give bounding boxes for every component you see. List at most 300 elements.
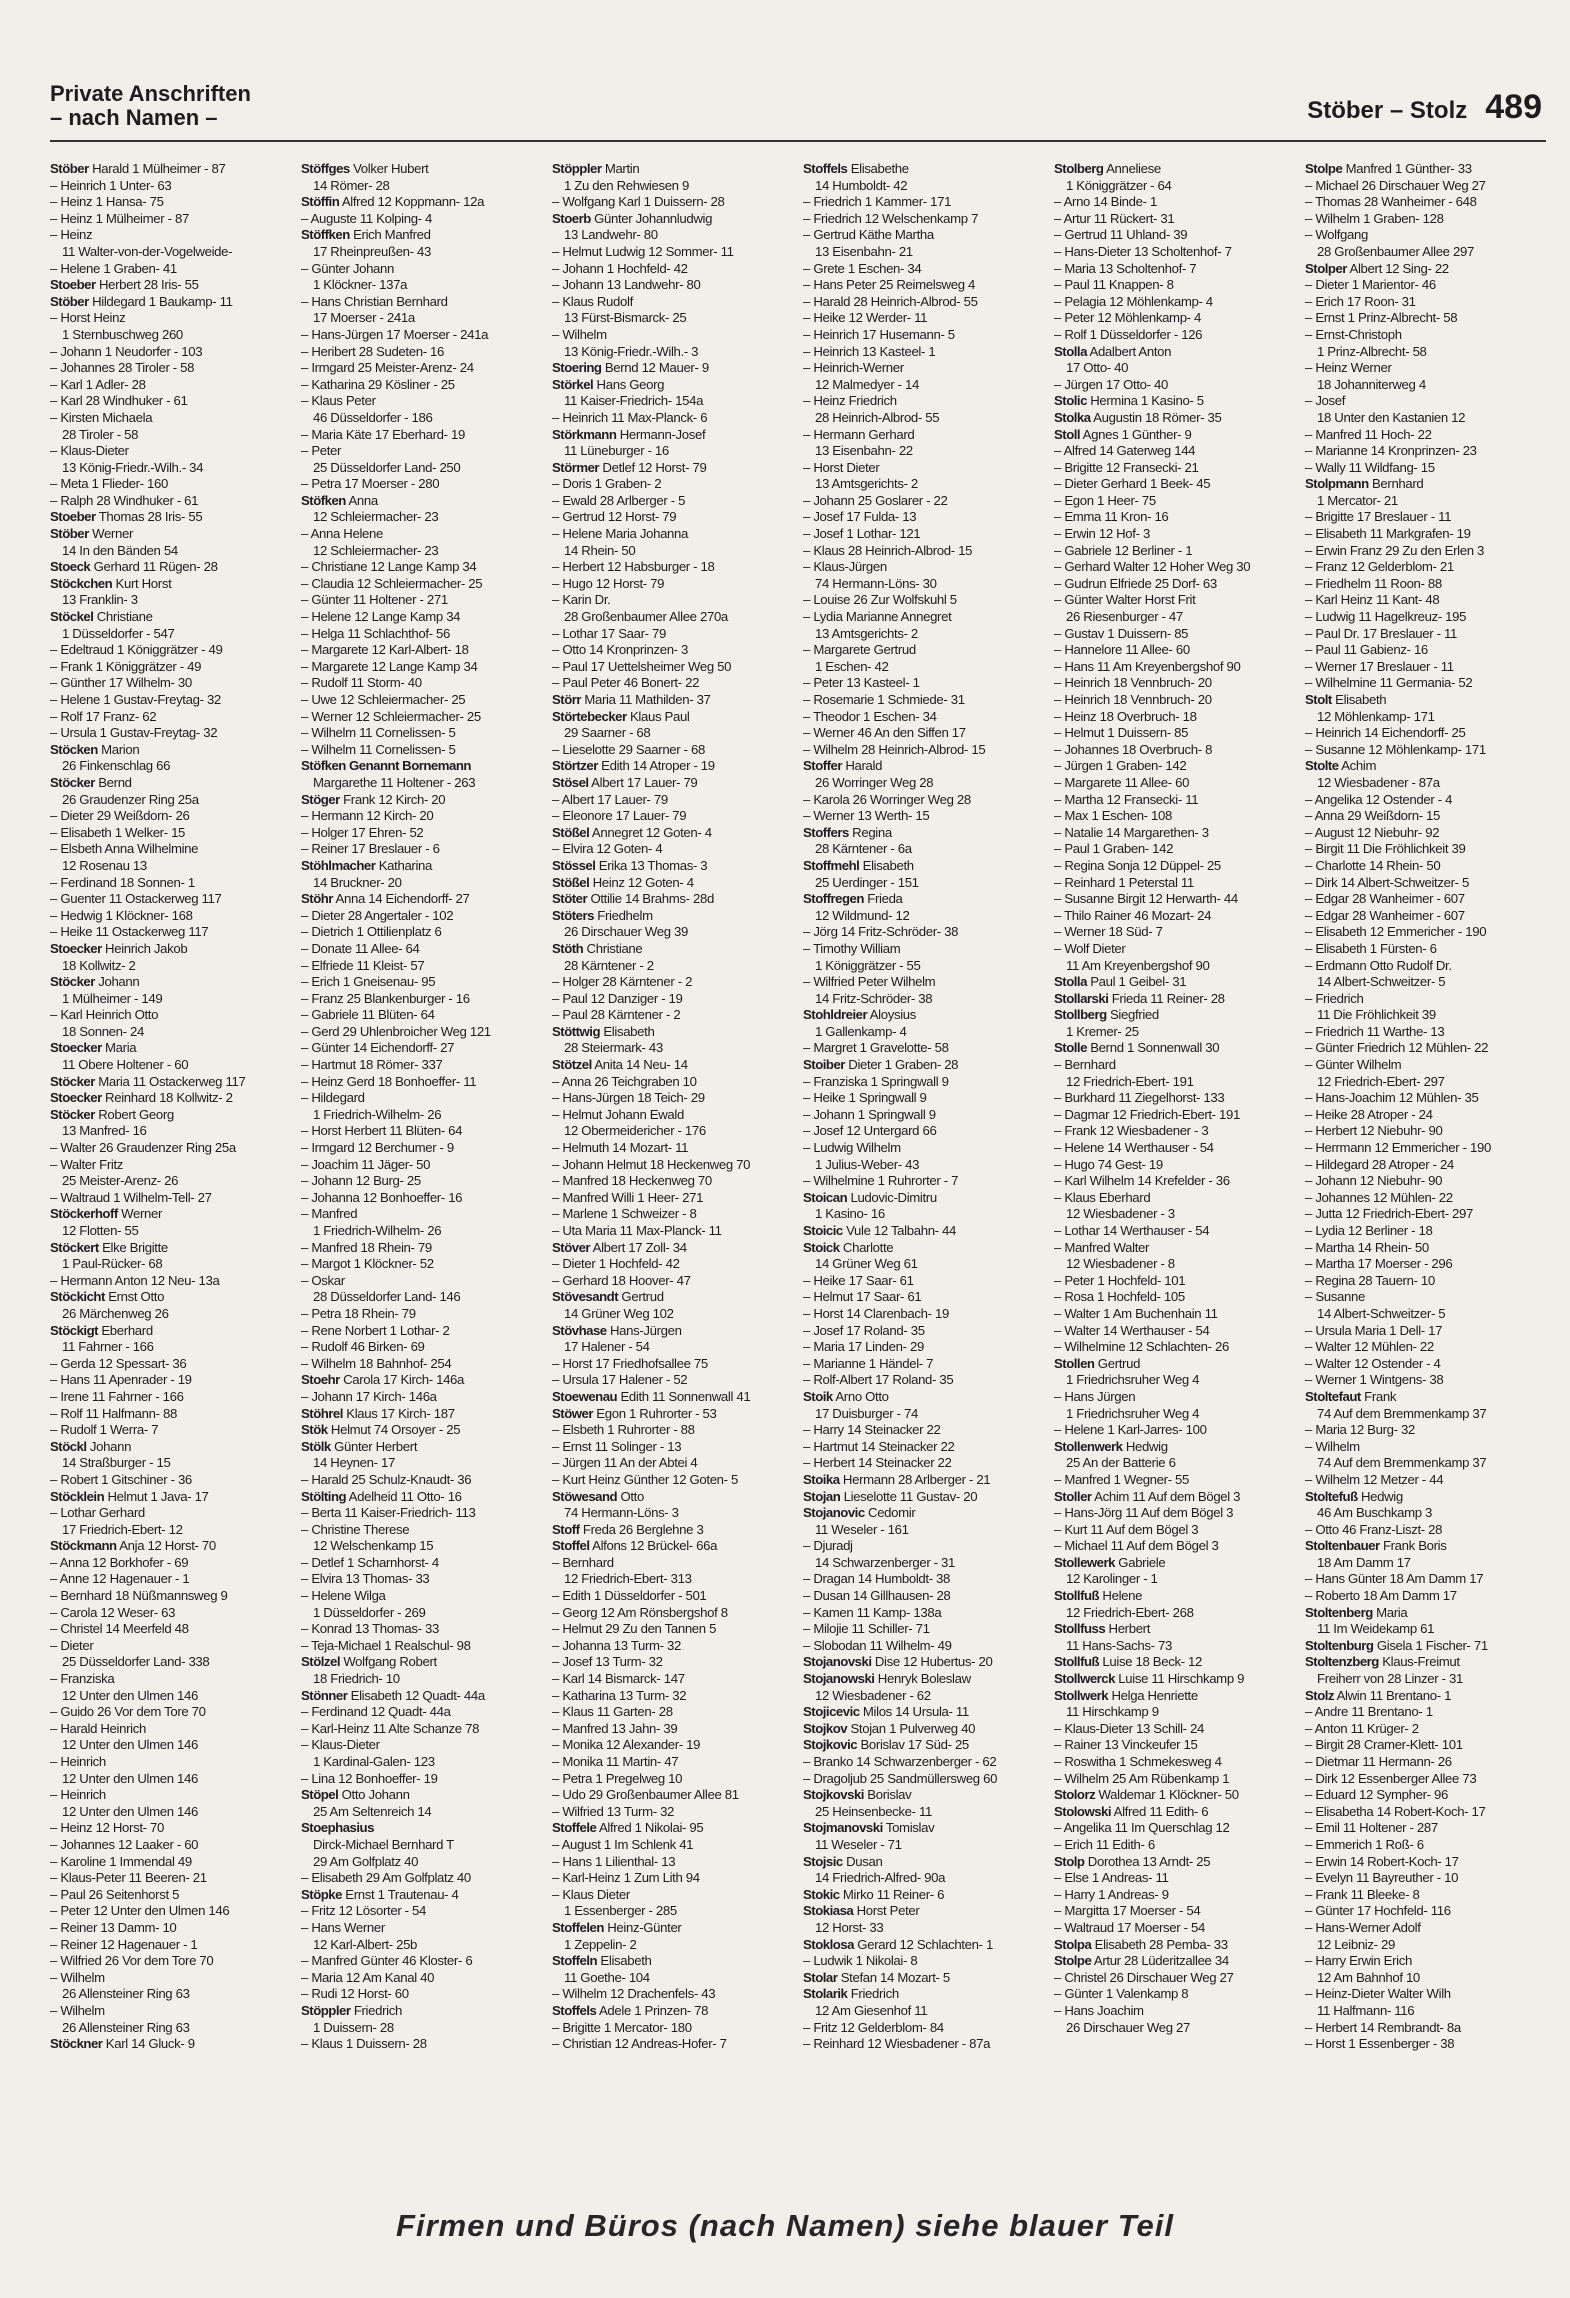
entry-text: Heinz 1 Mülheimer - 87 [60,210,189,226]
list-item: – Karl-Heinz 11 Alte Schanze 78 [301,1720,480,1736]
entry-text: Klaus Peter [311,393,376,409]
surname: Stöters [552,907,594,923]
list-item: – Rolf-Albert 17 Roland- 35 [803,1372,954,1388]
surname: Stoltefaut [1305,1388,1361,1404]
entry-text: Edith 1 Düsseldorfer - 501 [562,1588,707,1604]
surname: Stöber [50,161,89,176]
list-item [301,891,546,908]
entry-text: Hans-Dieter 13 Scholtenhof- 7 [1064,243,1232,259]
list-item: – Guido 26 Vor dem Tore 70 [50,1704,206,1720]
entry-text: 14 Albert-Schweitzer- 5 [1317,974,1446,990]
entry-text: Harald Heinrich [60,1720,146,1736]
entry-text: Hildegard 1 Baukamp- 11 [92,293,233,309]
list-item [1054,410,1299,427]
entry-text: Manfred 1 Günther- 33 [1345,161,1472,176]
list-item [1305,261,1550,278]
list-item: – Brigitte 1 Mercator- 180 [552,2019,692,2035]
list-item: – Susanne [1305,1289,1365,1305]
list-item [1305,1538,1550,1555]
entry-text: August 12 Niebuhr- 92 [1314,824,1440,840]
list-item [1305,1671,1550,1688]
surname: Stösel [552,774,589,790]
list-item [552,1970,797,1987]
list-item: – Karl Heinz 11 Kant- 48 [1305,592,1440,608]
entry-text: Gerhard Walter 12 Hoher Weg 30 [1064,559,1251,575]
list-item: – Teja-Michael 1 Realschul- 98 [301,1637,471,1653]
list-item: – Paul 17 Uettelsheimer Weg 50 [552,658,732,674]
list-item [1054,1787,1299,1804]
entry-text: Luise 11 Hirschkamp 9 [1118,1671,1245,1687]
entry-text: 1 Mercator- 21 [1317,492,1398,508]
list-item: – Heinrich [50,1787,106,1803]
entry-text: Lieselotte 11 Gustav- 20 [843,1488,978,1504]
list-item [301,758,546,775]
entry-text: Rolf 1 Düsseldorfer - 126 [1064,326,1203,342]
list-item [803,1920,1048,1937]
surname: Stojmanovski [803,1820,883,1836]
entry-text: Karl Wilhelm 14 Krefelder - 36 [1064,1173,1230,1189]
entry-text: Gisela 1 Fischer- 71 [1376,1637,1488,1653]
surname: Stojkovic [803,1737,858,1753]
entry-text: Petra 1 Pregelweg 10 [562,1770,683,1786]
list-item [803,1256,1048,1273]
entry-text: Thomas 28 Iris- 55 [98,509,203,525]
surname: Stoffelen [552,1919,604,1935]
entry-text: Elisabeth 11 Markgrafen- 19 [1315,526,1471,542]
list-item: – Johann 1 Hochfeld- 42 [552,260,688,276]
surname: Stolarik [803,1986,848,2002]
list-item: – Hans-Jürgen 17 Moerser - 241a [301,326,489,342]
list-item: – Jutta 12 Friedrich-Ebert- 297 [1305,1206,1474,1222]
list-item: – Anna 26 Teichgraben 10 [552,1073,697,1089]
list-item: – Hartmut 14 Steinacker 22 [803,1438,955,1454]
list-item [1054,1040,1299,1057]
entry-text: 1 Paul-Rücker- 68 [62,1256,163,1272]
surname: Stoeck [50,559,91,575]
entry-text: Katharina 29 Kösliner - 25 [311,376,455,392]
list-item: – Karl Wilhelm 14 Krefelder - 36 [1054,1173,1230,1189]
list-item [552,543,797,560]
list-item [1305,410,1550,427]
entry-text: Anne 12 Hagenauer - 1 [59,1571,190,1587]
list-item [50,1804,295,1821]
list-item: – Heinz 1 Hansa- 75 [50,194,164,210]
entry-text: Artur 28 Lüderitzallee 34 [1093,1953,1229,1969]
list-item [301,875,546,892]
entry-text: Margarete 12 Karl-Albert- 18 [311,642,469,658]
list-item [552,460,797,477]
list-item: – Margarete 12 Lange Kamp 34 [301,658,478,674]
entry-text: Hans-Jürgen 18 Teich- 29 [562,1090,705,1106]
entry-text: Margitta 17 Moerser - 54 [1064,1903,1201,1919]
list-item: – Rudi 12 Horst- 60 [301,1986,409,2002]
list-item [1054,1007,1299,1024]
list-item: – Günter 14 Eichendorff- 27 [301,1040,455,1056]
list-item: – Franziska 1 Springwall 9 [803,1073,949,1089]
list-item [301,1289,546,1306]
list-item [552,1489,797,1506]
entry-text: Elisabeth 29 Am Golfplatz 40 [311,1870,471,1886]
entry-text: Gerard 12 Schlachten- 1 [857,1936,993,1952]
surname: Stollenwerk [1054,1438,1123,1454]
entry-text: Ewald 28 Arlberger - 5 [562,492,686,508]
list-item [552,1306,797,1323]
entry-text: Heike 28 Atroper - 24 [1315,1106,1433,1122]
list-item: – Elisabeth 29 Am Golfplatz 40 [301,1870,471,1886]
entry-text: Paul Dr. 17 Breslauer - 11 [1315,625,1457,641]
list-item [1054,1074,1299,1091]
list-item [552,2003,797,2020]
entry-text: Wilhelm 11 Cornelissen- 5 [311,741,456,757]
entry-text: 12 Wiesbadener - 8 [1066,1256,1175,1272]
entry-text: Mirko 11 Reiner- 6 [842,1886,945,1902]
list-item [1305,2003,1550,2020]
entry-text: Maria 11 Ostackerweg 117 [98,1073,246,1089]
entry-text: Günther 17 Wilhelm- 30 [60,675,192,691]
list-item: – Ursula 17 Halener - 52 [552,1372,688,1388]
list-item [50,427,295,444]
entry-text: Christel 26 Dirschauer Weg 27 [1064,1969,1234,1985]
list-item: – Peter 12 Möhlenkamp- 4 [1054,310,1202,326]
list-item: – Manfred 18 Heckenweg 70 [552,1173,712,1189]
list-item: – Josef 17 Roland- 35 [803,1322,925,1338]
entry-text: Otto Johann [341,1787,410,1803]
entry-text: Frank [1364,1388,1397,1404]
list-item [301,244,546,261]
entry-text: Elisabeth [600,1953,652,1969]
entry-text: Otto 14 Kronprinzen- 3 [562,642,689,658]
list-item [1305,1654,1550,1671]
entry-text: Udo 29 Großenbaumer Allee 81 [562,1787,739,1803]
list-item: – Elsbeth Anna Wilhelmine [50,841,199,857]
entry-text: Gabriele [1118,1554,1166,1570]
entry-text: Franz 25 Blankenburger - 16 [311,990,470,1006]
surname: Stolpe [1054,1953,1092,1969]
list-item: – Dieter 28 Angertaler - 102 [301,907,454,923]
entry-text: Holger 28 Kärntener - 2 [562,974,693,990]
list-item: – Dieter Gerhard 1 Beek- 45 [1054,476,1211,492]
entry-text: Ralph 28 Windhuker - 61 [60,492,199,508]
list-item [552,360,797,377]
list-item: – Jürgen 11 An der Abtei 4 [552,1455,698,1471]
entry-text: Erich 11 Edith- 6 [1064,1836,1155,1852]
list-item [50,1339,295,1356]
entry-text: Augustin 18 Römer- 35 [1093,409,1222,425]
list-item: – Margarete 11 Allee- 60 [1054,774,1190,790]
entry-text: 14 Albert-Schweitzer- 5 [1317,1305,1446,1321]
list-item: – Dieter 29 Weißdorn- 26 [50,808,190,824]
surname: Stolt [1305,692,1332,707]
entry-text: Johann Helmut 18 Heckenweg 70 [562,1156,751,1172]
entry-text: Maria 12 Am Kanal 40 [311,1969,435,1985]
surname: Stoecker [50,940,102,956]
list-item: – Erwin Franz 29 Zu den Erlen 3 [1305,542,1485,558]
surname: Stöffken [301,227,350,243]
entry-text: Rudolf 1 Werra- 7 [60,1422,159,1438]
entry-text: 12 Wiesbadener - 62 [815,1687,931,1703]
entry-text: Friedrich [353,2002,402,2018]
list-item: – Werner 1 Wintgens- 38 [1305,1372,1444,1388]
entry-text: 29 Saarner - 68 [564,725,651,741]
entry-text: Heinrich [60,1787,106,1803]
entry-text: Lydia 12 Berliner - 18 [1315,1223,1433,1238]
list-item: – Rolf 11 Halfmann- 88 [50,1405,177,1421]
entry-text: Gerda 12 Spessart- 36 [60,1355,187,1371]
entry-text: 12 Unter den Ulmen 146 [62,1687,198,1703]
list-item [50,758,295,775]
list-item: – Peter [301,443,342,459]
entry-text: Elsbeth Anna Wilhelmine [60,841,199,857]
entry-text: Günter Walter Horst Frit [1064,592,1196,608]
entry-text: 12 Karolinger - 1 [1066,1571,1158,1587]
entry-text: Erika 13 Thomas- 3 [598,857,708,873]
list-item: – Hermann Anton 12 Neu- 13a [50,1272,220,1288]
entry-text: Peter 13 Kasteel- 1 [813,675,920,691]
entry-text: Ludovic-Dimitru [850,1189,937,1205]
list-item: – Jörg 14 Fritz-Schröder- 38 [803,924,959,940]
list-item: – Hans Werner [301,1919,385,1935]
surname: Stößel [552,874,590,890]
entry-text: Lieselotte 29 Saarner - 68 [562,741,705,757]
list-item [803,410,1048,427]
entry-text: Roswitha 1 Schmekesweg 4 [1064,1754,1222,1769]
entry-text: Hartmut 14 Steinacker 22 [813,1438,955,1454]
entry-text: Horst Herbert 11 Blüten- 64 [311,1123,463,1139]
list-item: – Ralph 28 Windhuker - 61 [50,492,199,508]
list-item [1054,360,1299,377]
entry-text: 74 Hermann-Löns- 30 [815,575,937,591]
entry-text: Harald [845,758,883,774]
entry-text: Ferdinand 12 Quadt- 44a [311,1704,451,1720]
entry-text: Hans 1 Lilienthal- 13 [562,1853,676,1869]
list-item [301,493,546,510]
list-item: – Wolfgang [1305,227,1368,243]
list-item: – Claudia 12 Schleiermacher- 25 [301,575,483,591]
entry-text: Eduard 12 Sympher- 96 [1315,1787,1448,1803]
entry-text: Milos 14 Ursula- 11 [862,1704,969,1720]
list-item: – Maria 12 Am Kanal 40 [301,1969,435,1985]
surname: Stoican [803,1189,848,1205]
entry-text: Helmut 1 Java- 17 [107,1488,209,1504]
list-item [1054,1571,1299,1588]
entry-text: Maria [1376,1604,1408,1620]
entry-text: Horst 14 Clarenbach- 19 [813,1305,949,1321]
list-item: – Peter 12 Unter den Ulmen 146 [50,1903,230,1919]
surname: Stöttwig [552,1023,601,1039]
entry-text: Margarete 12 Lange Kamp 34 [311,658,478,674]
entry-text: Edeltraud 1 Königgrätzer - 49 [60,642,223,658]
list-item: – Harry Erwin Erich [1305,1953,1412,1969]
entry-text: Achim 11 Auf dem Bögel 3 [1094,1488,1241,1504]
list-item: – Helene 12 Lange Kamp 34 [301,609,461,625]
entry-text: 74 Hermann-Löns- 3 [564,1505,679,1521]
list-item: – Wilfried Peter Wilhelm [803,974,936,990]
surname: Stolte [1305,758,1339,774]
list-item: – Paul 11 Gabienz- 16 [1305,642,1428,658]
list-item: – Ferdinand 18 Sonnen- 1 [50,874,195,890]
entry-text: Martha 14 Rhein- 50 [1315,1239,1429,1255]
entry-text: Adelheid 11 Otto- 16 [348,1488,462,1504]
list-item [803,891,1048,908]
list-item [301,1439,546,1456]
entry-text: Hans 11 Am Kreyenbergshof 90 [1064,658,1241,674]
entry-text: Elke Brigitte [102,1239,168,1255]
list-item: – Emmerich 1 Roß- 6 [1305,1836,1424,1852]
entry-text: Cedomir [868,1505,916,1521]
list-item: – Heribert 28 Sudeten- 16 [301,343,445,359]
entry-text: Petra 17 Moerser - 280 [311,476,440,492]
entry-text: 12 Unter den Ulmen 146 [62,1803,198,1819]
surname: Stoecker [50,1040,102,1056]
list-item: – Wilhelm [552,326,607,342]
entry-text: Peter 1 Hochfeld- 101 [1064,1272,1186,1288]
list-item [50,1074,295,1091]
surname: Stollarski [1054,990,1109,1006]
list-item: – Petra 1 Pregelweg 10 [552,1770,683,1786]
list-item: – Kurt 11 Auf dem Bögel 3 [1054,1521,1199,1537]
list-item: – Edeltraud 1 Königgrätzer - 49 [50,642,223,658]
entry-text: 14 Bruckner- 20 [313,874,402,890]
list-item: – Waltraud 1 Wilhelm-Tell- 27 [50,1189,212,1205]
list-item: – Karoline 1 Immendal 49 [50,1853,192,1869]
entry-text: 28 Heinrich-Albrod- 55 [815,409,940,425]
list-item: – Johann 25 Goslarer - 22 [803,492,948,508]
entry-text: Manfred Günter 46 Kloster- 6 [311,1953,473,1969]
entry-text: Günter Friedrich 12 Mühlen- 22 [1315,1040,1489,1056]
list-item [803,1389,1048,1406]
entry-text: Ernst 1 Trautenau- 4 [345,1886,459,1902]
entry-text: Eberhard [101,1322,153,1338]
list-item: – Hans Joachim [1054,2002,1144,2018]
list-item: – Klaus Eberhard [1054,1189,1151,1205]
surname: Stöpke [301,1886,342,1902]
surname: Stöckchen [50,575,113,591]
list-item: – Albert 17 Lauer- 79 [552,791,668,807]
entry-text: Klaus 28 Heinrich-Albrod- 15 [813,542,973,558]
entry-text: Heinz Werner [1315,360,1392,376]
list-item: – Jürgen 1 Graben- 142 [1054,758,1187,774]
entry-text: Wilhelm 12 Drachenfels- 43 [562,1986,716,2002]
entry-text: Frank 12 Wiesbadener - 3 [1064,1123,1209,1139]
surname: Stollfuss [1054,1621,1106,1637]
list-item: – Monika 11 Martin- 47 [552,1754,679,1769]
surname: Stojkov [803,1720,848,1736]
list-item [552,1289,797,1306]
entry-text: Claudia 12 Schleiermacher- 25 [311,575,483,591]
list-item [803,1505,1048,1522]
entry-text: Wilhelm 11 Cornelissen- 5 [311,725,456,741]
surname: Stoeber [50,277,96,293]
list-item: – Donate 11 Allee- 64 [301,940,420,956]
entry-text: 18 Kollwitz- 2 [62,957,136,973]
list-item: – Berta 11 Kaiser-Friedrich- 113 [301,1505,476,1521]
entry-text: Johann 1 Neudorfer - 103 [60,343,203,359]
list-item: – Emil 11 Holtener - 287 [1305,1820,1438,1836]
list-item [803,1406,1048,1423]
entry-text: Helene Wilga [311,1588,386,1604]
surname: Stövesandt [552,1289,619,1305]
entry-text: Lothar 14 Werthauser - 54 [1064,1223,1210,1238]
list-item [1054,1671,1299,1688]
list-item: – Udo 29 Großenbaumer Allee 81 [552,1787,739,1803]
entry-text: Maria Käte 17 Eberhard- 19 [311,426,465,442]
list-item: – Heinrich [50,1754,106,1769]
list-item: – Anne 12 Hagenauer - 1 [50,1571,190,1587]
entry-text: Frank Boris [1382,1538,1447,1554]
entry-text: Wolf Dieter [1064,940,1126,956]
list-item: – Wilfried 26 Vor dem Tore 70 [50,1953,214,1969]
entry-text: Helmut Ludwig 12 Sommer- 11 [562,243,734,259]
list-item: – Otto 14 Kronprinzen- 3 [552,642,689,658]
entry-text: Wolfgang Karl 1 Duissern- 28 [562,194,725,210]
entry-text: Maria [105,1040,137,1056]
listing-column-1 [50,161,295,2186]
list-item: – Elisabetha 14 Robert-Koch- 17 [1305,1803,1486,1819]
entry-text: Margarethe 11 Holtener - 263 [313,774,476,790]
list-item [552,1820,797,1837]
entry-text: Reiner 17 Breslauer - 6 [311,841,440,857]
list-item: – Margarete 12 Karl-Albert- 18 [301,642,469,658]
entry-text: Michael 11 Auf dem Bögel 3 [1064,1538,1219,1554]
surname: Stollberg [1054,1007,1107,1023]
list-item: – Günter Johann [301,260,395,276]
surname: Stöcker [50,1106,95,1122]
entry-text: Heike 11 Ostackerweg 117 [60,924,209,940]
list-item [552,1024,797,1041]
list-item [552,211,797,228]
entry-text: Wilhelm 28 Heinrich-Albrod- 15 [813,741,986,757]
surname: Stojkovski [803,1787,864,1803]
list-item: – Horst Herbert 11 Blüten- 64 [301,1123,463,1139]
entry-text: Josef 17 Roland- 35 [813,1322,925,1338]
entry-text: 12 Am Giesenhof 11 [815,2002,928,2018]
list-item: – Christel 26 Dirschauer Weg 27 [1054,1969,1234,1985]
entry-text: 25 Düsseldorfer Land- 250 [313,459,461,475]
list-item: – Marlene 1 Schweizer - 8 [552,1206,697,1222]
entry-text: 14 Schwarzenberger - 31 [815,1554,956,1570]
list-item: – Egon 1 Heer- 75 [1054,492,1156,508]
list-item: – Rudolf 11 Storm- 40 [301,675,422,691]
entry-text: Angelika 12 Ostender - 4 [1314,791,1453,807]
entry-text: Christel 14 Meerfeld 48 [60,1621,189,1637]
list-item [301,543,546,560]
list-item: – Friedrich 12 Welschenkamp 7 [803,210,979,226]
entry-text: Heike 17 Saar- 61 [813,1272,914,1288]
entry-text: 17 Moerser - 241a [313,310,415,326]
list-item: – Herbert 14 Steinacker 22 [803,1455,952,1471]
entry-text: Manfred Willi 1 Heer- 271 [562,1189,704,1205]
list-item: – Friedrich [1305,990,1364,1006]
list-item: – Horst 14 Clarenbach- 19 [803,1305,949,1321]
entry-text: Stojan 1 Pulverweg 40 [850,1720,976,1736]
list-item: – Michael 11 Auf dem Bögel 3 [1054,1538,1219,1554]
entry-text: Frank 1 Königgrätzer - 49 [60,658,202,674]
entry-text: 26 Finkenschlag 66 [62,758,171,774]
entry-text: Alfred 12 Koppmann- 12a [341,194,485,210]
surname: Stoffeln [552,1953,598,1969]
surname: Stölting [301,1488,347,1504]
entry-text: Edith 11 Sonnenwall 41 [620,1388,751,1404]
list-item [301,277,546,294]
list-item: – Heinz-Dieter Walter Wilh [1305,1986,1451,2002]
list-item [552,1571,797,1588]
entry-text: Johann 17 Kirch- 146a [311,1388,437,1404]
entry-text: Borislav [867,1787,912,1803]
entry-text: Hugo 12 Horst- 79 [562,575,665,591]
surname: Stoffer [803,758,842,774]
entry-text: Gudrun Elfriede 25 Dorf- 63 [1064,575,1217,591]
list-item [50,1107,295,1124]
